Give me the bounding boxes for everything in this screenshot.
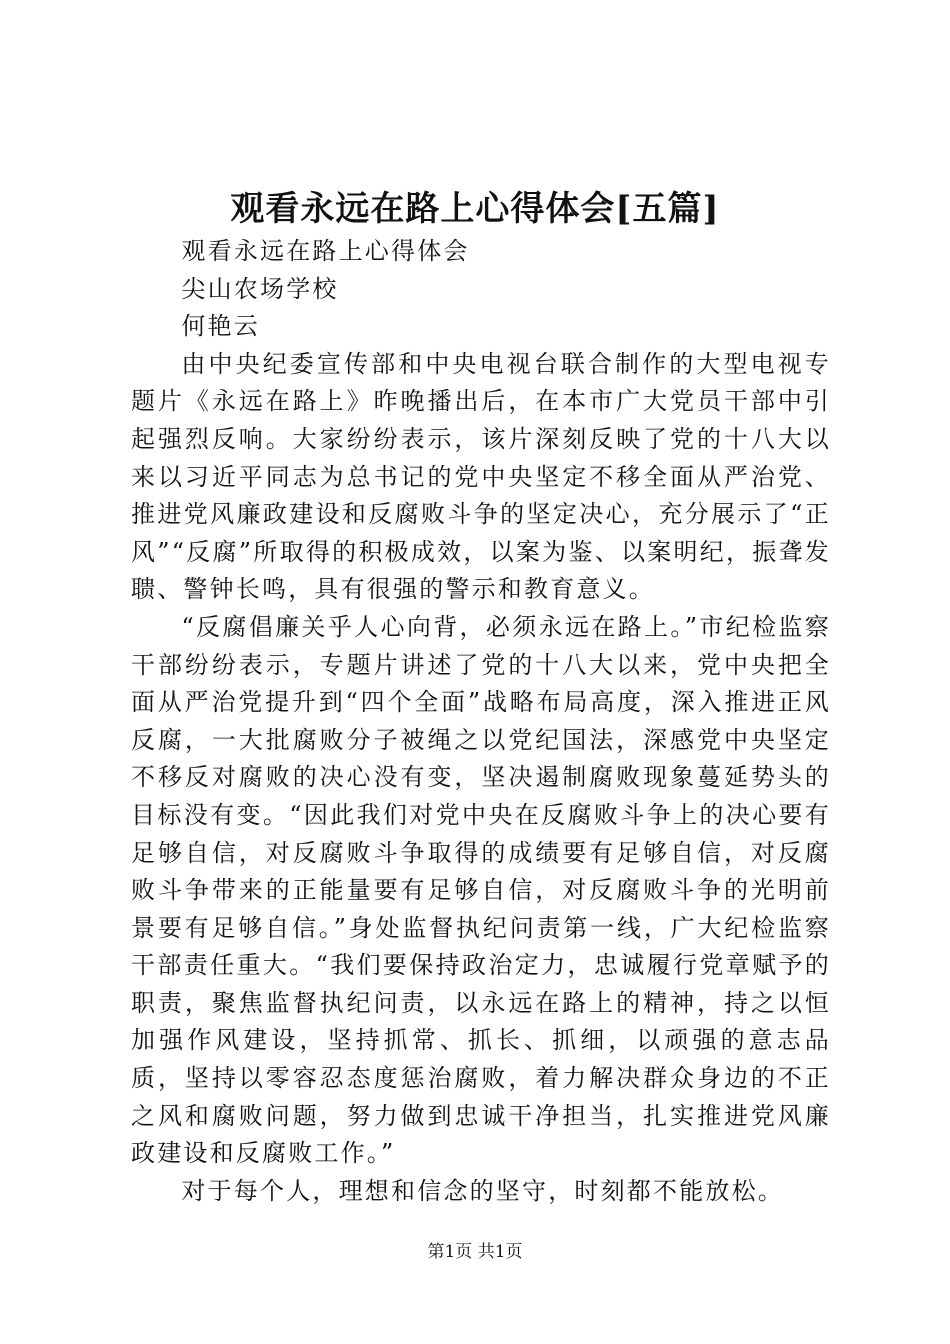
paragraph-3: 对于每个人，理想和信念的坚守，时刻都不能放松。 [181,1176,784,1205]
subtitle-line: 观看永远在路上心得体会 [181,237,470,265]
page-footer: 第1页 共1页 [427,1242,523,1262]
author-line: 何艳云 [181,312,260,341]
paragraph-1: 由中央纪委宣传部和中央电视台联合制作的大型电视专题片《永远在路上》昨晚播出后，在本市广大党员干部中引起强烈反响。大家纷纷表示，该片深刻反映了党的十八大以来以习近平同志为总书记的党中央坚定不移全面从严治党、推进党风廉政建设和反腐败斗争的坚定决心，充分展示了“正风”“反腐”所取得的积极成效，以案为鉴、以案明纪，振聋发聩、警钟长鸣，具有很强的警示和教育意义。 [131,349,831,604]
document-title: 观看永远在路上心得体会[五篇] [230,189,720,229]
paragraph-2: “反腐倡廉关乎人心向背，必须永远在路上。”市纪检监察干部纷纷表示，专题片讲述了党的十八大以来，党中央把全面从严治党提升到“四个全面”战略布局高度，深入推进正风反腐，一大批腐败分子被绳之以党纪国法，深感党中央坚定不移反对腐败的决心没有变，坚决遏制腐败现象蔓延势头的目标没有变。“因此我们对党中央在反腐败斗争上的决心要有足够自信，对反腐败斗争取得的成绩要有足够自信，对反腐败斗争带来的正能量要有足够自信，对反腐败斗争的光明前景要有足够自信。”身处监督执纪问责第一线，广大纪检监察干部责任重大。“我们要保持政治定力，忠诚履行党章赋予的职责，聚焦监督执纪问责，以永远在路上的精神，持之以恒加强作风建设，坚持抓常、抓长、抓细，以顽强的意志品质，坚持以零容忍态度惩治腐败，着力解决群众身边的不正之风和腐败问题，努力做到忠诚干净担当，扎实推进党风廉政建设和反腐败工作。” [131,612,831,1168]
school-line: 尖山农场学校 [181,274,339,303]
document-body [131,233,831,1210]
